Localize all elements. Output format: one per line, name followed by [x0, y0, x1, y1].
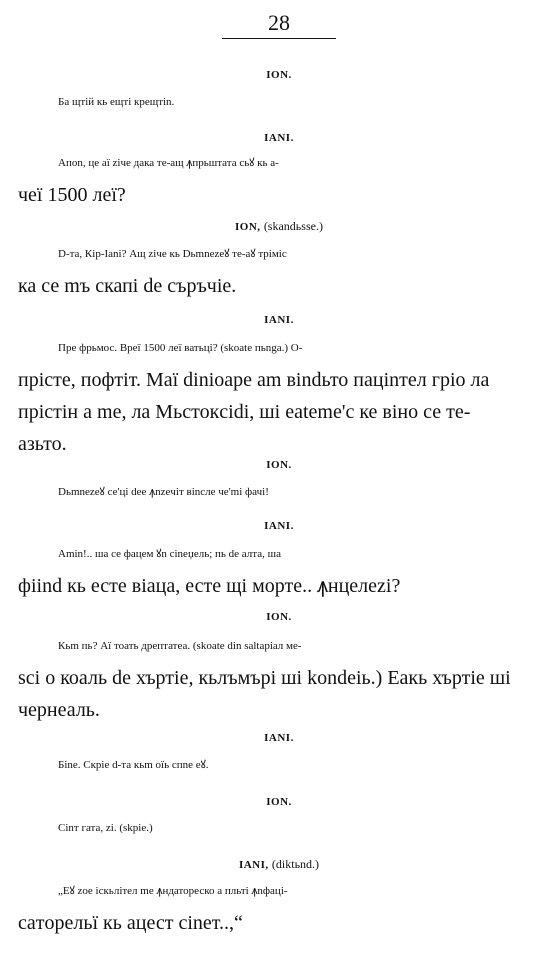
- dialogue-text: [18, 238, 542, 302]
- speaker-label: ION.: [266, 459, 292, 471]
- text-line: Пре фрьмос. Вреї 1500 леї ватьці? (skoate пьnga.) О-: [58, 342, 303, 354]
- text-line: чернеаль.: [18, 699, 100, 721]
- text-line: Amin!.. ша се фацем ꙋn сіnеџель; пь de алта, ша: [58, 548, 281, 560]
- speaker-name: ION,: [235, 221, 261, 233]
- dialogue-text: [18, 875, 542, 939]
- text-line: „Еꙋ zoe іскьлітел mе ꙟндатореско а пльті ꙟnфаці-: [58, 885, 288, 897]
- dialogue-text: [18, 538, 542, 602]
- dialogue-text: [18, 812, 542, 844]
- dialogue-text: [18, 476, 542, 508]
- text-line: sci о коаль de хъртіе, кьлъмърі ші kondeiь.) Еакь хъртіе ші: [18, 667, 511, 689]
- header-rule: [222, 38, 336, 39]
- text-line: caтoрельї кь ацест сіnет..,“: [18, 912, 243, 934]
- text-line: Апоn, це аї zіче дака те-ащ ꙟпрьштата сьꙋ кь а-: [58, 157, 279, 169]
- text-line: чеї 1500 леї?: [18, 184, 126, 206]
- text-line: Біnе. Скріe d-та кьm оїь спnе еꙋ.: [58, 759, 209, 771]
- text-line: Dьmnezeꙋ се'цi dee ꙟnzeчiт віnсле че'mi фачi!: [58, 486, 269, 498]
- text-line: ка се mъ скапі de съръчіе.: [18, 275, 237, 297]
- speaker-name: IANI,: [238, 859, 269, 871]
- text-line: Сіnт гата, zi. (skpie.): [58, 822, 153, 834]
- text-line: азьто.: [18, 433, 67, 455]
- stage-direction: (diktьnd.): [271, 857, 320, 871]
- dialogue-text: [18, 332, 542, 460]
- speaker-label: ION.: [266, 796, 292, 808]
- text-line: Кьm пь? Аї тоать дрептатеа. (skoate din saltapiaл ме-: [58, 640, 302, 652]
- dialogue-text: [18, 147, 542, 211]
- speaker-label: ION.: [266, 611, 292, 623]
- dialogue-text: [18, 86, 542, 118]
- text-line: пріcтiн а mе, ла Мьстокcіdi, ші eateme'c ке віно се те-: [18, 401, 471, 423]
- speaker-label: IANI.: [264, 132, 294, 144]
- speaker-label: [0, 219, 558, 234]
- stage-direction: (skandьsse.): [263, 219, 323, 233]
- speaker-label: IANI.: [264, 520, 294, 532]
- speaker-label: [0, 857, 558, 872]
- speaker-label: IANI.: [264, 732, 294, 744]
- text-line: пріcте, пофтіт. Маї dіnioape аm віndьто пацinтел гріо ла: [18, 369, 490, 391]
- text-line: D-та, Кір-Іаnі? Ащ zіче кь Dьmnezeꙋ те-аꙋ трімiс: [58, 248, 287, 260]
- text-line: фііnd кь есте віаца, есте щі морте.. ꙟнцелеzi?: [18, 575, 401, 597]
- dialogue-text: [18, 630, 542, 726]
- speaker-label: ION.: [266, 69, 292, 81]
- speaker-label: IANI.: [264, 314, 294, 326]
- dialogue-text: [18, 749, 542, 781]
- text-line: Ба щтій кь ещті крещтіn.: [58, 96, 175, 108]
- page-number: 28: [268, 10, 290, 35]
